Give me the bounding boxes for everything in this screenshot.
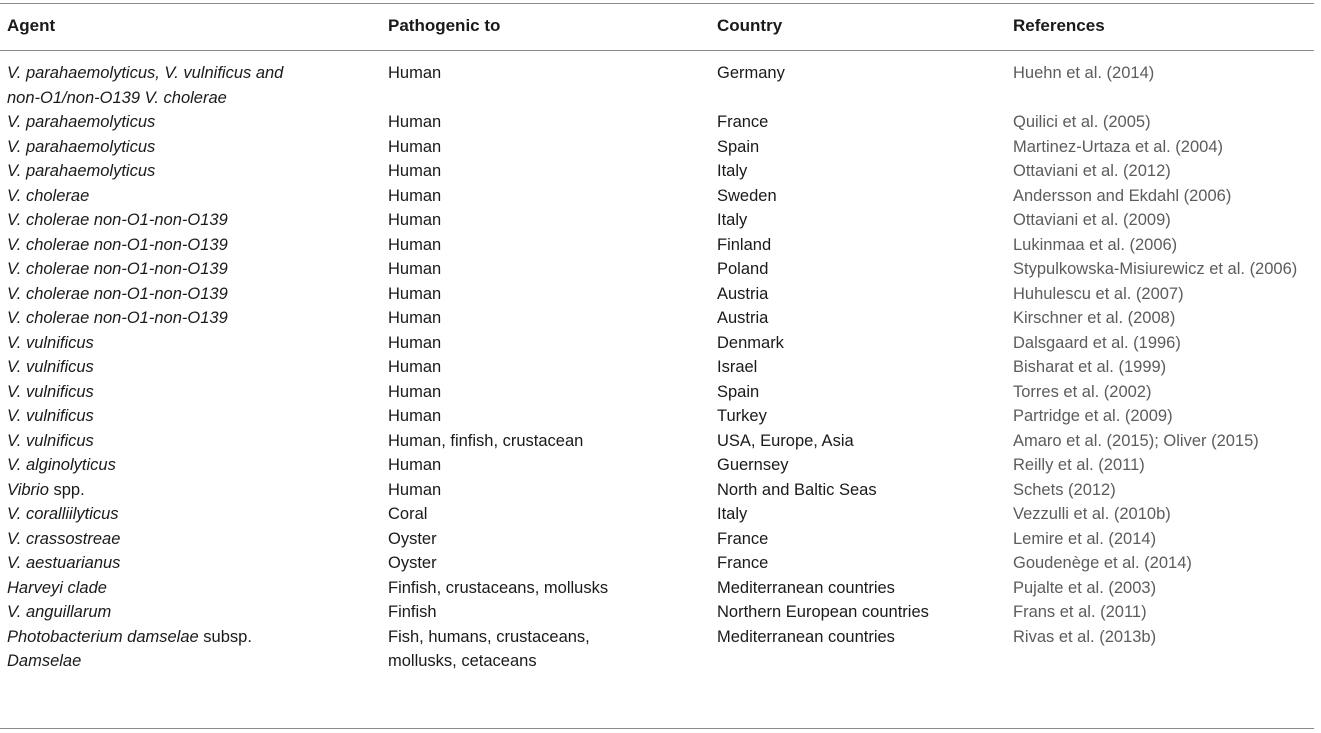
pathogenic-cell: Human — [388, 64, 442, 82]
agent-text: V. vulnificus — [7, 333, 94, 352]
agent-cell — [7, 600, 111, 625]
agent-text: V. vulnificus — [7, 431, 94, 450]
agent-text: V. alginolyticus — [7, 456, 116, 474]
country-cell: Mediterranean countries — [717, 578, 895, 597]
reference-cell: Torres et al. (2002) — [1013, 382, 1152, 401]
agent-cell — [7, 61, 283, 86]
country-cell: Israel — [717, 358, 758, 376]
header-agent: Agent — [7, 16, 56, 35]
top-rule — [0, 3, 1314, 4]
country-cell: Austria — [717, 309, 769, 327]
agent-cell — [7, 576, 107, 601]
agent-cell — [7, 159, 155, 184]
agent-cell — [7, 110, 155, 135]
agent-cell — [7, 478, 85, 503]
pathogenic-cell: Human — [388, 407, 442, 425]
agent-cell — [7, 86, 227, 111]
bottom-rule — [0, 728, 1314, 729]
agent-text: Harveyi clade — [7, 578, 107, 597]
agent-text: V. cholerae non-O1-non-O139 — [7, 211, 228, 229]
reference-cell: Dalsgaard et al. (1996) — [1013, 333, 1181, 352]
agent-cell — [7, 380, 94, 405]
agent-cell — [7, 625, 252, 650]
country-cell: France — [717, 554, 769, 572]
reference-cell: Lemire et al. (2014) — [1013, 529, 1157, 548]
reference-cell: Frans et al. (2011) — [1013, 603, 1147, 621]
reference-cell: Andersson and Ekdahl (2006) — [1013, 186, 1232, 205]
country-cell: Italy — [717, 505, 748, 523]
agent-cell — [7, 282, 228, 307]
pathogenic-cell: Human — [388, 456, 442, 474]
agent-text: V. parahaemolyticus — [7, 137, 156, 156]
agent-text: Vibrio — [7, 480, 49, 499]
pathogenic-cell: Human — [388, 333, 442, 352]
agent-cell — [7, 404, 94, 429]
reference-cell: Partridge et al. (2009) — [1013, 407, 1173, 425]
reference-cell: Lukinmaa et al. (2006) — [1013, 235, 1178, 254]
agent-suffix: subsp. — [198, 627, 252, 646]
agent-text: V. aestuarianus — [7, 554, 121, 572]
agent-cell — [7, 453, 116, 478]
agent-cell — [7, 331, 94, 356]
pathogenic-cell: Oyster — [388, 554, 437, 572]
country-cell: Mediterranean countries — [717, 627, 895, 646]
country-cell: Spain — [717, 137, 760, 156]
agent-cell — [7, 257, 228, 282]
agent-text: Photobacterium damselae — [7, 627, 199, 646]
agent-text: V. cholerae non-O1-non-O139 — [7, 235, 228, 254]
agent-cell — [7, 355, 94, 380]
pathogenic-cell: Human — [388, 480, 442, 499]
country-cell: Denmark — [717, 333, 784, 352]
reference-cell: Huehn et al. (2014) — [1013, 64, 1155, 82]
reference-cell: Martinez-Urtaza et al. (2004) — [1013, 137, 1223, 156]
reference-cell: Goudenège et al. (2014) — [1013, 554, 1192, 572]
agent-text: V. coralliilyticus — [7, 505, 119, 523]
agent-text: Damselae — [7, 652, 82, 670]
pathogenic-cell: Fish, humans, crustaceans, — [388, 627, 590, 646]
pathogenic-cell: Coral — [388, 505, 428, 523]
agent-cell — [7, 208, 228, 233]
reference-cell: Reilly et al. (2011) — [1013, 456, 1145, 474]
agent-text: V. vulnificus — [7, 358, 94, 376]
country-cell: Germany — [717, 64, 785, 82]
agent-cell — [7, 184, 89, 209]
agent-text: V. cholerae — [7, 186, 90, 205]
agent-cell — [7, 233, 228, 258]
country-cell: France — [717, 113, 769, 131]
reference-cell: Schets (2012) — [1013, 480, 1116, 499]
pathogenic-cell: mollusks, cetaceans — [388, 652, 537, 670]
country-cell: Finland — [717, 235, 772, 254]
agent-text: V. parahaemolyticus, V. vulnificus and — [7, 64, 284, 82]
reference-cell: Ottaviani et al. (2012) — [1013, 162, 1171, 180]
reference-cell: Huhulescu et al. (2007) — [1013, 284, 1184, 303]
reference-cell: Rivas et al. (2013b) — [1013, 627, 1157, 646]
reference-cell: Amaro et al. (2015); Oliver (2015) — [1013, 431, 1259, 450]
reference-cell: Bisharat et al. (1999) — [1013, 358, 1167, 376]
country-cell: North and Baltic Seas — [717, 480, 877, 499]
country-cell: Spain — [717, 382, 760, 401]
country-cell: Italy — [717, 211, 748, 229]
pathogenic-cell: Finfish — [388, 603, 437, 621]
agent-text: V. cholerae non-O1-non-O139 — [7, 284, 228, 303]
pathogenic-cell: Oyster — [388, 529, 437, 548]
country-cell: Northern European countries — [717, 603, 929, 621]
country-cell: Guernsey — [717, 456, 789, 474]
country-cell: France — [717, 529, 769, 548]
reference-cell: Ottaviani et al. (2009) — [1013, 211, 1171, 229]
pathogenic-cell: Human — [388, 260, 442, 278]
agent-text: V. parahaemolyticus — [7, 162, 156, 180]
header-rule — [0, 50, 1314, 51]
agent-text: non-O1/non-O139 V. cholerae — [7, 88, 227, 107]
agent-text: V. parahaemolyticus — [7, 113, 156, 131]
header-pathogenic-to: Pathogenic to — [388, 16, 501, 35]
pathogenic-cell: Human — [388, 211, 442, 229]
reference-cell: Quilici et al. (2005) — [1013, 113, 1151, 131]
agent-cell — [7, 135, 155, 160]
agent-cell — [7, 502, 119, 527]
agent-cell — [7, 306, 228, 331]
agent-text: V. anguillarum — [7, 603, 112, 621]
pathogenic-cell: Human — [388, 309, 442, 327]
agent-cell — [7, 649, 81, 674]
country-cell: USA, Europe, Asia — [717, 431, 854, 450]
country-cell: Sweden — [717, 186, 777, 205]
agent-text: V. cholerae non-O1-non-O139 — [7, 309, 228, 327]
country-cell: Italy — [717, 162, 748, 180]
agent-cell — [7, 429, 94, 454]
pathogenic-cell: Human — [388, 137, 442, 156]
pathogenic-cell: Finfish, crustaceans, mollusks — [388, 578, 609, 597]
agent-cell — [7, 551, 120, 576]
reference-cell: Kirschner et al. (2008) — [1013, 309, 1176, 327]
pathogenic-cell: Human, finfish, crustacean — [388, 431, 584, 450]
country-cell: Turkey — [717, 407, 767, 425]
agent-text: V. vulnificus — [7, 382, 94, 401]
pathogenic-cell: Human — [388, 284, 442, 303]
pathogenic-cell: Human — [388, 113, 442, 131]
agent-text: V. vulnificus — [7, 407, 94, 425]
agent-suffix: spp. — [48, 480, 85, 499]
header-country: Country — [717, 16, 783, 35]
pathogenic-cell: Human — [388, 358, 442, 376]
pathogenic-cell: Human — [388, 162, 442, 180]
agent-text: V. crassostreae — [7, 529, 121, 548]
reference-cell: Pujalte et al. (2003) — [1013, 578, 1157, 597]
reference-cell: Stypulkowska-Misiurewicz et al. (2006) — [1013, 260, 1298, 278]
pathogenic-cell: Human — [388, 235, 442, 254]
header-references: References — [1013, 16, 1105, 35]
pathogenic-cell: Human — [388, 186, 442, 205]
country-cell: Austria — [717, 284, 769, 303]
agent-text: V. cholerae non-O1-non-O139 — [7, 260, 228, 278]
country-cell: Poland — [717, 260, 769, 278]
agent-cell — [7, 527, 120, 552]
pathogenic-cell: Human — [388, 382, 442, 401]
reference-cell: Vezzulli et al. (2010b) — [1013, 505, 1171, 523]
